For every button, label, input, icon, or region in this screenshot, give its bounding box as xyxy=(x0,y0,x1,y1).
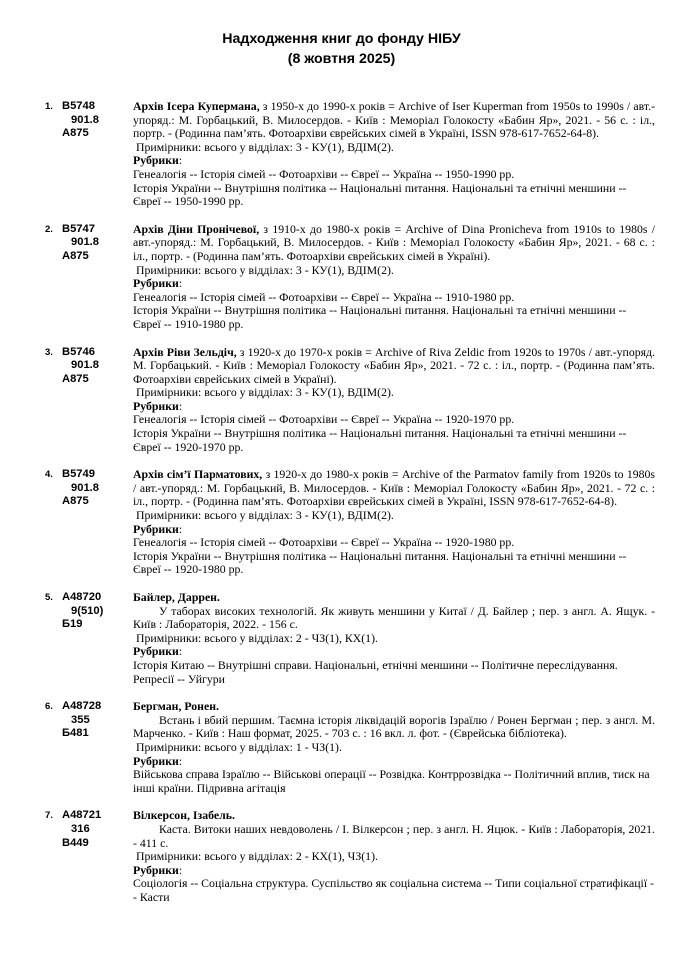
entry-number: 1. xyxy=(45,101,53,112)
entry-number: 3. xyxy=(45,346,53,358)
entry-title: Архів Діни Пронічевої, xyxy=(133,221,260,236)
call-number-line: 901.8 xyxy=(71,481,99,494)
entry-title: Архів сім’ї Парматових, xyxy=(133,467,263,482)
rubric-line: Генеалогія -- Історія сімей -- Фотоархіви -- Євреї -- Україна -- 1950-1990 рр. xyxy=(133,166,515,181)
call-number-line: В449 xyxy=(62,836,89,849)
bibliographic-description xyxy=(133,468,655,509)
call-number-line: А875 xyxy=(62,249,89,262)
call-number xyxy=(62,223,133,332)
copies-line: Примірники: всього у відділах: 3 - КУ(1), ВДІМ(2). xyxy=(136,139,394,154)
description-text: з 1950-х до 1990-х років = Archive of Iser Kuperman from 1950s to 1990s / авт.-упоряд.: М. Горбацький, В. Милосердов. - Київ : Меморіал Голокосту «Бабин Яр», 2021. - 56 с. : іл., портр. - (Родинна пам’ять. Фотоархіви єврейських сімей в Україні, ISSN 978-617-7652-64-8). xyxy=(133,99,656,141)
rubric-line: Генеалогія -- Історія сімей -- Фотоархіви -- Євреї -- Україна -- 1910-1980 рр. xyxy=(133,289,515,304)
author-name: Бергман, Ронен. xyxy=(133,699,219,714)
rubrics-label xyxy=(133,523,655,537)
rubrics-label xyxy=(133,755,655,769)
call-number xyxy=(62,346,133,455)
bibliographic-description xyxy=(133,223,655,264)
entry-body xyxy=(133,100,655,209)
entry-title: Архів Ісера Купермана, xyxy=(133,99,260,113)
rubrics-label xyxy=(133,400,655,414)
author-heading xyxy=(133,591,655,605)
bibliographic-description: У таборах високих технологій. Як живуть меншини у Китаї / Д. Байлер ; пер. з англ. А. Ящук. - Київ : Лабораторія, 2022. - 156 с. xyxy=(133,603,655,632)
call-number-line: А48720 xyxy=(62,591,102,603)
entry-number: 2. xyxy=(45,223,53,235)
rubrics-colon: : xyxy=(178,521,183,536)
catalog-entry xyxy=(0,100,683,209)
catalog-entry xyxy=(0,223,683,332)
call-number-line: А48721 xyxy=(62,809,102,822)
description-text: з 1920-х до 1970-х років = Archive of Riva Zeldic from 1920s to 1970s / авт.-упоряд. М. Горбацький. - Київ : Меморіал Голокосту «Бабин Яр», 2021. - 72 с. : іл., портр. - (Родинна пам’ять. Фотоархіви єврейських сімей в Україні). xyxy=(133,344,656,386)
rubrics-label-text: Рубрики xyxy=(133,753,179,768)
call-number-line: 355 xyxy=(71,713,90,726)
call-number-line: А875 xyxy=(62,372,89,385)
rubric-line: Історія України -- Внутрішня політика -- Національні питання. Національні та етнічні меншини -- Євреї -- 1920-1970 рр. xyxy=(133,426,627,454)
author-name: Вілкерсон, Ізабель. xyxy=(133,808,235,823)
copies-line: Примірники: всього у відділах: 2 - КХ(1), ЧЗ(1). xyxy=(136,849,378,864)
document-header xyxy=(0,0,683,69)
call-number-line: 316 xyxy=(71,822,90,835)
call-number-line: В5746 xyxy=(62,345,95,358)
entry-body xyxy=(133,468,655,577)
bibliographic-description: Встань і вбий першим. Таємна історія ліквідацій ворогів Ізраїлю / Ронен Бергман ; пер. з англ. М. Марченко. - Київ : Наш формат, 2025. - 703 с. : 16 вкл. л. фот. - (Єврейська бібліотека). xyxy=(133,712,655,741)
author-heading xyxy=(133,809,655,823)
rubrics-colon: : xyxy=(178,398,183,413)
entry-body xyxy=(133,809,655,904)
rubrics-colon: : xyxy=(178,644,183,659)
call-number xyxy=(62,100,133,209)
call-number-line: 901.8 xyxy=(71,236,99,249)
entry-body xyxy=(133,591,655,686)
rubrics-label xyxy=(133,277,655,291)
entry-number: 4. xyxy=(45,469,53,481)
copies-line: Примірники: всього у відділах: 1 - ЧЗ(1). xyxy=(136,739,342,754)
catalog-entry xyxy=(0,700,683,795)
catalog-entry xyxy=(0,591,683,686)
rubric-line: Історія України -- Внутрішня політика -- Національні питання. Національні та етнічні меншини -- Євреї -- 1910-1980 рр. xyxy=(133,303,627,331)
rubrics-colon: : xyxy=(178,276,183,291)
call-number-line: 9(510) xyxy=(71,604,104,617)
page-title: Надходження книг до фонду НІБУ xyxy=(222,31,461,47)
call-number-line: В5747 xyxy=(62,222,95,235)
copies-line: Примірники: всього у відділах: 2 - ЧЗ(1), КХ(1). xyxy=(136,630,378,645)
copies-line: Примірники: всього у відділах: 3 - КУ(1), ВДІМ(2). xyxy=(136,508,394,523)
call-number-line: А875 xyxy=(62,127,89,140)
call-number-line: 901.8 xyxy=(71,113,99,126)
entry-title: Архів Ріви Зельдіч, xyxy=(133,344,237,359)
rubrics-label xyxy=(133,645,655,659)
call-number xyxy=(62,468,133,577)
call-number-line: Б481 xyxy=(62,727,89,740)
rubrics-label-text: Рубрики xyxy=(133,398,179,413)
rubrics-label-text: Рубрики xyxy=(133,521,179,536)
rubrics-colon: : xyxy=(178,862,183,877)
description-text: з 1920-х до 1980-х років = Archive of the Parmatov family from 1920s to 1980s / авт.-упоряд.: М. Горбацький, В. Милосердов. - Київ : Меморіал Голокосту «Бабин Яр», 2021. - 72 с. : іл., портр. - (Родинна пам’ять. Фотоархіви єврейських сімей в Україні, ISSN 978-617-7652-64-8). xyxy=(133,467,655,509)
rubrics-label-text: Рубрики xyxy=(133,862,179,877)
entry-number: 7. xyxy=(45,810,53,822)
catalog-entry xyxy=(0,468,683,577)
call-number-line: В5748 xyxy=(62,100,95,112)
bibliographic-description xyxy=(133,100,655,141)
rubrics-label-text: Рубрики xyxy=(133,644,179,659)
rubrics-colon: : xyxy=(178,153,183,168)
rubrics-label-text: Рубрики xyxy=(133,153,179,168)
entry-number: 6. xyxy=(45,701,53,713)
call-number-line: А875 xyxy=(62,495,89,508)
bibliographic-description: Каста. Витоки наших невдоволень / І. Вілкерсон ; пер. з англ. Н. Яцюк. - Київ : Лабораторія, 2021. - 411 с. xyxy=(133,821,655,850)
copies-line: Примірники: всього у відділах: 3 - КУ(1), ВДІМ(2). xyxy=(136,385,394,400)
copies-line: Примірники: всього у відділах: 3 - КУ(1), ВДІМ(2). xyxy=(136,262,394,277)
rubrics-label xyxy=(133,864,655,878)
page-date: (8 жовтня 2025) xyxy=(287,50,396,67)
rubric-line: Соціологія -- Соціальна структура. Суспільство як соціальна система -- Типи соціальної стратифікації -- Касти xyxy=(133,876,654,904)
rubric-line: Генеалогія -- Історія сімей -- Фотоархіви -- Євреї -- Україна -- 1920-1970 рр. xyxy=(133,412,515,427)
rubrics-colon: : xyxy=(178,753,183,768)
catalog-entry xyxy=(0,809,683,904)
entry-body xyxy=(133,223,655,332)
entry-body xyxy=(133,346,655,455)
call-number-line: А48728 xyxy=(62,700,102,713)
author-heading xyxy=(133,700,655,714)
rubrics-label-text: Рубрики xyxy=(133,276,179,291)
rubrics-label xyxy=(133,154,655,168)
rubric-line: Генеалогія -- Історія сімей -- Фотоархіви -- Євреї -- Україна -- 1920-1980 рр. xyxy=(133,535,515,550)
call-number-line: 901.8 xyxy=(71,359,99,372)
call-number-line: В5749 xyxy=(62,468,95,481)
rubric-line: Історія України -- Внутрішня політика -- Національні питання. Національні та етнічні меншини -- Євреї -- 1950-1990 рр. xyxy=(133,180,627,209)
bibliographic-description xyxy=(133,346,655,387)
entry-body xyxy=(133,700,655,795)
rubric-line: Історія Китаю -- Внутрішні справи. Національні, етнічні меншини -- Політичне переслідування. Репресії -- Уйгури xyxy=(133,657,618,686)
call-number xyxy=(62,700,133,795)
description-text: з 1910-х до 1980-х років = Archive of Dina Pronicheva from 1910s to 1980s / авт.-упоряд.: М. Горбацький, В. Милосердов. - Київ : Меморіал Голокосту «Бабин Яр», 2021. - 68 с. : іл., портр. - (Родинна пам’ять. Фотоархіви єврейських сімей в Україні). xyxy=(133,221,656,263)
rubric-line: Військова справа Ізраїлю -- Військові операції -- Розвідка. Контррозвідка -- Політичний вплив, тиск на інші країни. Підривна агітація xyxy=(133,767,650,795)
call-number xyxy=(62,809,133,904)
rubric-line: Історія України -- Внутрішня політика -- Національні питання. Національні та етнічні меншини -- Євреї -- 1920-1980 рр. xyxy=(133,548,627,577)
call-number-line: Б19 xyxy=(62,618,83,631)
call-number xyxy=(62,591,133,686)
entry-number: 5. xyxy=(45,592,53,603)
author-name: Байлер, Даррен. xyxy=(133,590,220,604)
catalog-entry xyxy=(0,346,683,455)
